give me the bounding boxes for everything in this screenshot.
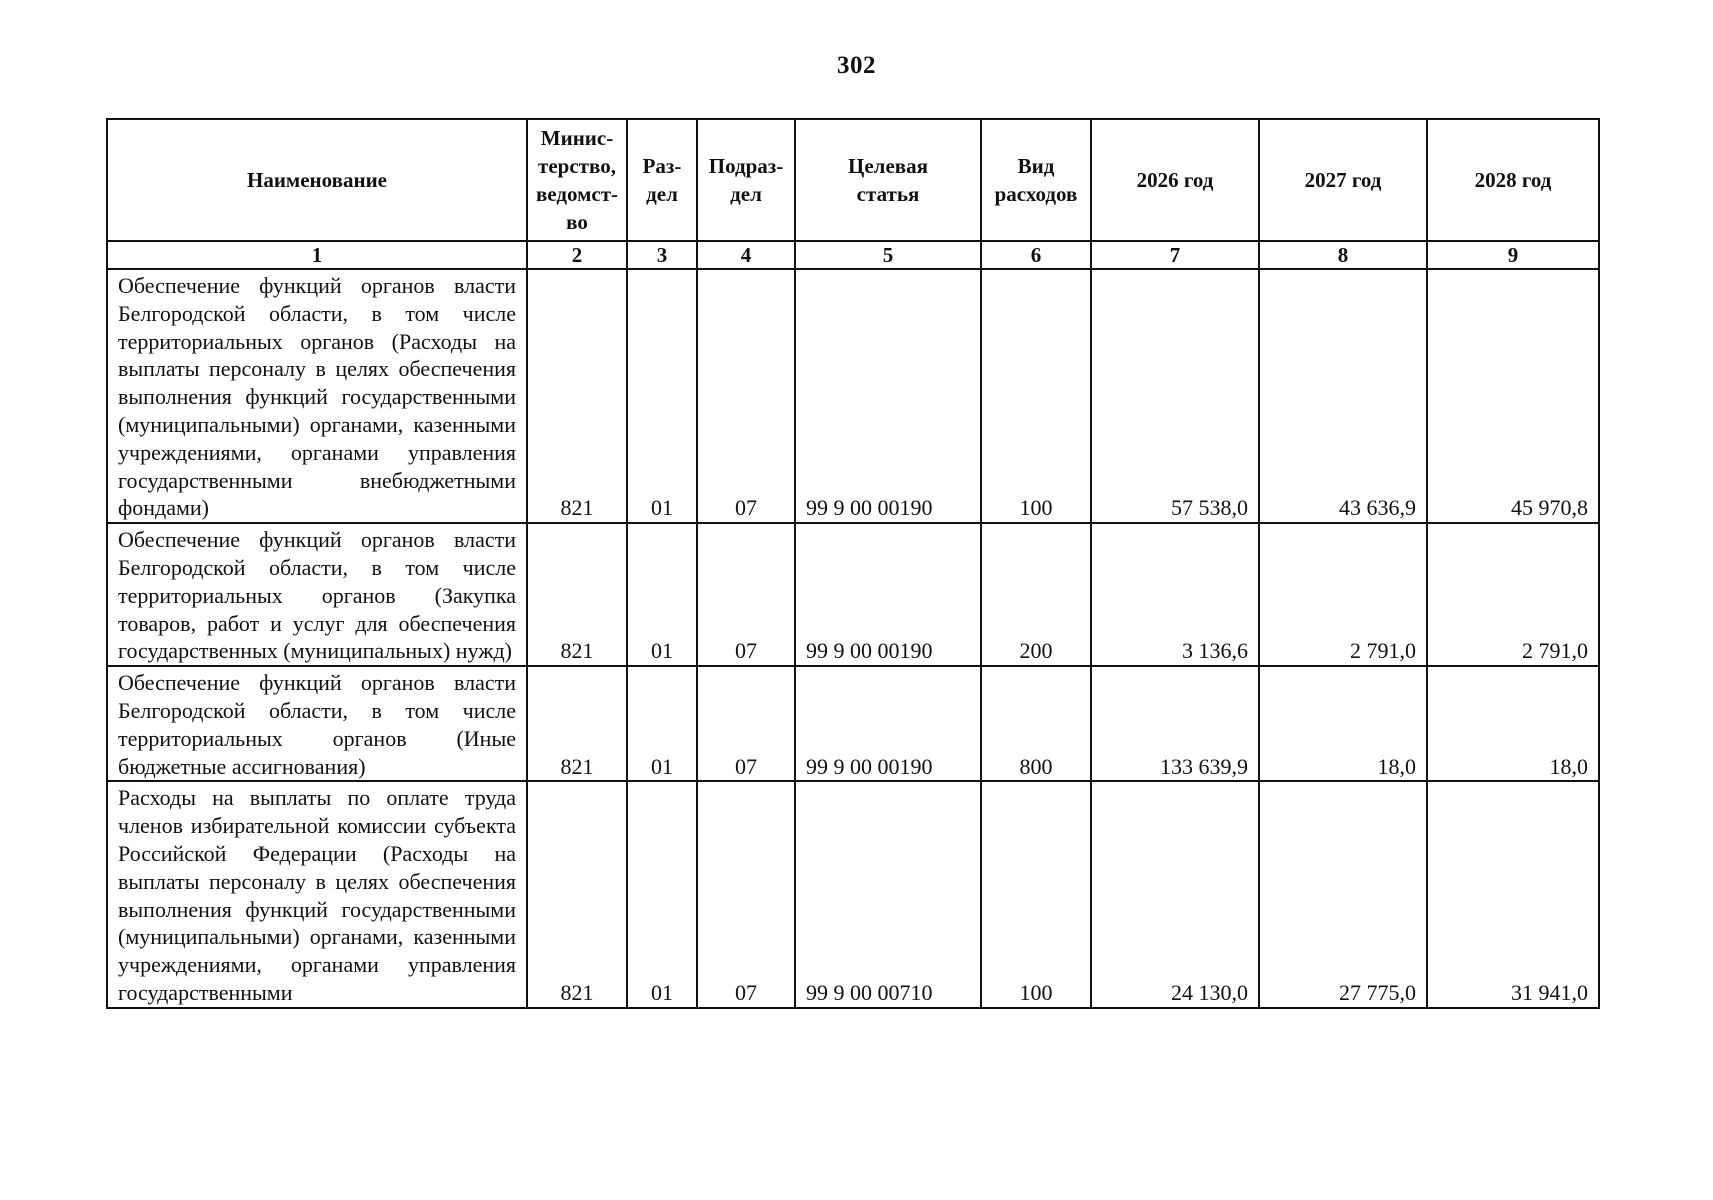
header-year-2028: 2028 год: [1427, 119, 1599, 241]
header-name: Наименование: [107, 119, 527, 241]
header-target-article: Целевая статья: [795, 119, 981, 241]
row-amount-2026: 133 639,9: [1091, 666, 1259, 781]
row-amount-2027: 18,0: [1259, 666, 1427, 781]
row-ministry: 821: [527, 666, 627, 781]
column-number: 3: [627, 241, 697, 269]
row-target-article: 99 9 00 00190: [795, 269, 981, 523]
row-amount-2028: 2 791,0: [1427, 523, 1599, 666]
column-number: 2: [527, 241, 627, 269]
row-target-article: 99 9 00 00190: [795, 666, 981, 781]
column-number: 9: [1427, 241, 1599, 269]
row-amount-2027: 43 636,9: [1259, 269, 1427, 523]
row-amount-2027: 2 791,0: [1259, 523, 1427, 666]
row-section: 01: [627, 269, 697, 523]
row-amount-2026: 57 538,0: [1091, 269, 1259, 523]
row-subsection: 07: [697, 269, 795, 523]
row-amount-2028: 18,0: [1427, 666, 1599, 781]
row-section: 01: [627, 523, 697, 666]
column-number: 4: [697, 241, 795, 269]
row-name: Расходы на выплаты по оплате труда членов избирательной комиссии субъекта Российской Федерации (Расходы на выплаты персоналу в целях обеспечения выполнения функций государственными (муниципальными) органами, казенными учреждениями, органами управления государственными: [107, 781, 527, 1007]
header-ministry: Минис- терство, ведомст- во: [527, 119, 627, 241]
row-expense-type: 200: [981, 523, 1091, 666]
row-name: Обеспечение функций органов власти Белгородской области, в том числе территориальных органов (Закупка товаров, работ и услуг для обеспечения государственных (муниципальных) нужд): [107, 523, 527, 666]
column-number: 6: [981, 241, 1091, 269]
row-expense-type: 800: [981, 666, 1091, 781]
row-ministry: 821: [527, 523, 627, 666]
header-expense-type: Вид расходов: [981, 119, 1091, 241]
table-row: [107, 666, 1599, 781]
row-section: 01: [627, 781, 697, 1007]
header-section: Раз- дел: [627, 119, 697, 241]
row-amount-2028: 31 941,0: [1427, 781, 1599, 1007]
table-row: [107, 269, 1599, 523]
row-section: 01: [627, 666, 697, 781]
budget-table-container: [106, 118, 1598, 1009]
row-name: Обеспечение функций органов власти Белгородской области, в том числе территориальных органов (Иные бюджетные ассигнования): [107, 666, 527, 781]
row-expense-type: 100: [981, 781, 1091, 1007]
header-subsection: Подраз- дел: [697, 119, 795, 241]
row-expense-type: 100: [981, 269, 1091, 523]
table-row: [107, 523, 1599, 666]
page-number: 302: [837, 52, 876, 79]
row-amount-2026: 3 136,6: [1091, 523, 1259, 666]
row-target-article: 99 9 00 00190: [795, 523, 981, 666]
row-subsection: 07: [697, 781, 795, 1007]
row-amount-2028: 45 970,8: [1427, 269, 1599, 523]
column-number: 7: [1091, 241, 1259, 269]
row-subsection: 07: [697, 666, 795, 781]
row-amount-2027: 27 775,0: [1259, 781, 1427, 1007]
row-ministry: 821: [527, 269, 627, 523]
header-year-2026: 2026 год: [1091, 119, 1259, 241]
table-row: [107, 781, 1599, 1007]
column-number-row: [107, 241, 1599, 269]
row-amount-2026: 24 130,0: [1091, 781, 1259, 1007]
row-target-article: 99 9 00 00710: [795, 781, 981, 1007]
header-row: [107, 119, 1599, 241]
column-number: 8: [1259, 241, 1427, 269]
budget-table: [106, 118, 1600, 1009]
row-name: Обеспечение функций органов власти Белгородской области, в том числе территориальных органов (Расходы на выплаты персоналу в целях обеспечения выполнения функций государственными (муниципальными) органами, казенными учреждениями, органами управления государственными внебюджетными фондами): [107, 269, 527, 523]
header-year-2027: 2027 год: [1259, 119, 1427, 241]
column-number: 1: [107, 241, 527, 269]
row-subsection: 07: [697, 523, 795, 666]
column-number: 5: [795, 241, 981, 269]
row-ministry: 821: [527, 781, 627, 1007]
